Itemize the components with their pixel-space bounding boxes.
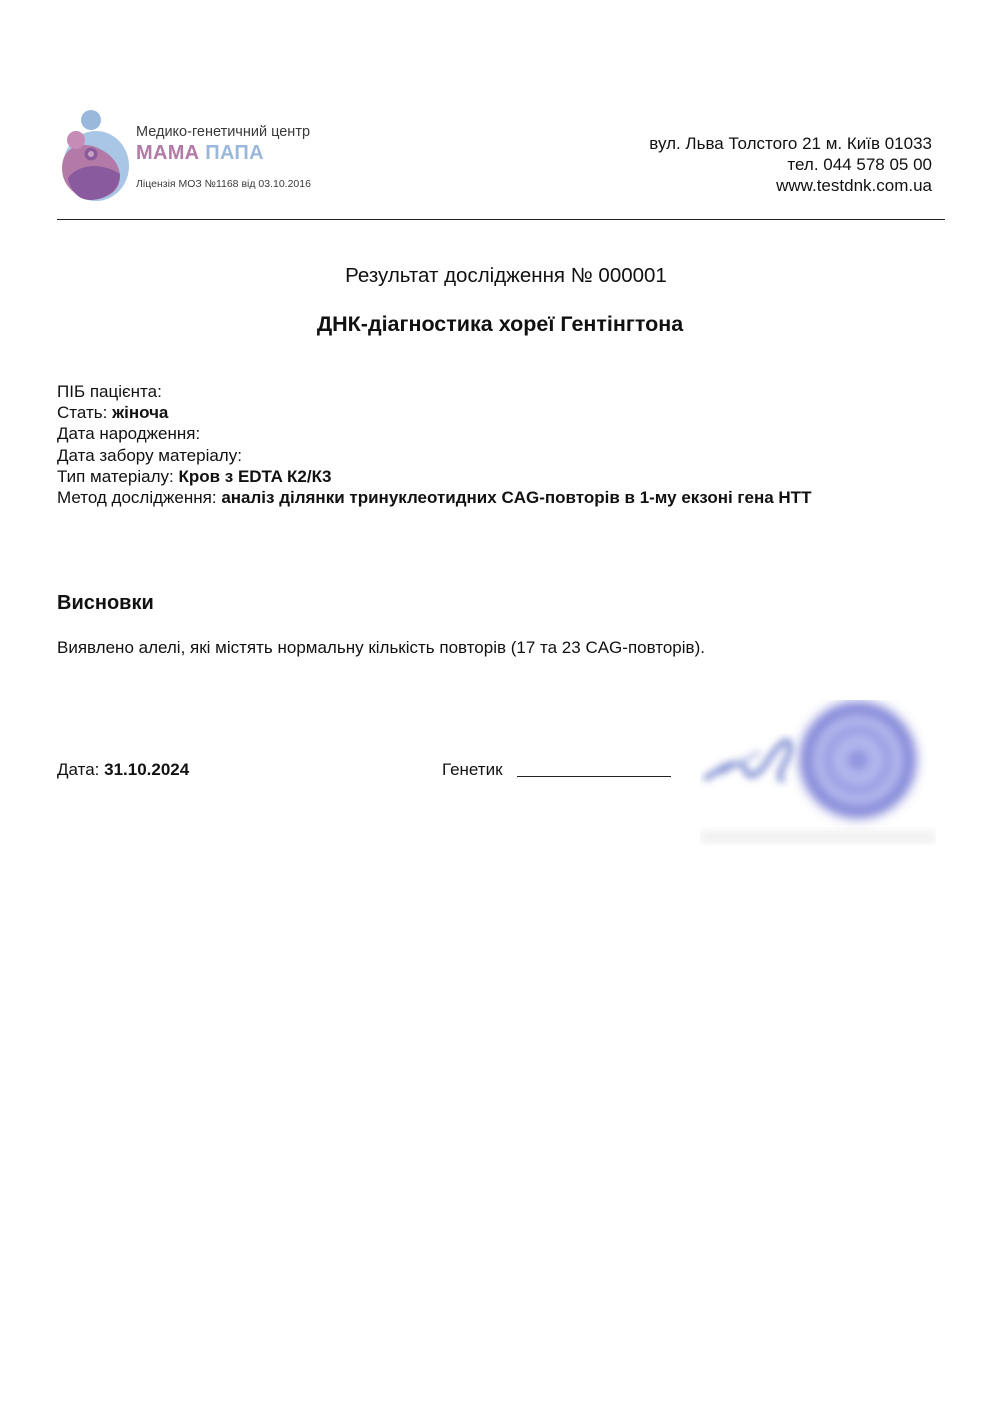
logo-subtitle: Медико-генетичний центр — [136, 124, 311, 140]
sex-value: жіноча — [112, 403, 169, 423]
method-value: аналіз ділянки тринуклеотидних CAG-повторів в 1-му екзоні гена HTT — [221, 488, 812, 508]
material-label: Тип матеріалу: — [57, 466, 174, 486]
patient-name-row — [57, 381, 811, 402]
sex-row — [57, 402, 811, 423]
header-divider — [57, 219, 945, 220]
material-row — [57, 466, 811, 487]
logo-brand-name — [136, 142, 264, 165]
collection-date-row — [57, 445, 811, 466]
birth-date-row — [57, 423, 811, 444]
mother-child-logo-icon — [58, 108, 130, 204]
clinic-logo — [58, 108, 358, 204]
conclusions-text: Виявлено алелі, які містять нормальну кількість повторів (17 та 23 CAG-повторів). — [57, 638, 705, 657]
document-title: ДНК-діагностика хореї Гентінгтона — [316, 312, 684, 336]
address: вул. Льва Толстого 21 м. Київ 01033 — [649, 134, 932, 153]
date-label: Дата: — [57, 760, 100, 779]
logo-license: Ліцензія МОЗ №1168 від 03.10.2016 — [136, 178, 311, 190]
geneticist-label: Генетик — [442, 760, 503, 779]
signature-line — [517, 776, 671, 777]
website: www.testdnk.com.ua — [776, 176, 932, 195]
method-row — [57, 487, 811, 508]
date-value: 31.10.2024 — [104, 760, 190, 779]
collection-date-label: Дата забору матеріалу: — [57, 445, 242, 465]
patient-info — [57, 381, 811, 508]
geneticist-signature-field — [442, 760, 671, 780]
conclusions-heading: Висновки — [57, 592, 154, 614]
stamp-and-signature-icon — [700, 700, 936, 845]
contact-info — [649, 133, 932, 196]
report-date — [57, 760, 189, 780]
logo-brand-word-1: МАМА — [136, 142, 200, 164]
birth-date-label: Дата народження: — [57, 424, 201, 444]
sex-label: Стать: — [57, 403, 108, 423]
material-value: Кров з EDTA К2/К3 — [178, 466, 332, 486]
phone: тел. 044 578 05 00 — [787, 155, 932, 174]
patient-name-label: ПІБ пацієнта: — [57, 382, 162, 401]
result-number: Результат дослідження № 000001 — [345, 264, 667, 287]
method-label: Метод дослідження: — [57, 488, 217, 508]
logo-brand-word-2: ПАПА — [205, 142, 264, 164]
